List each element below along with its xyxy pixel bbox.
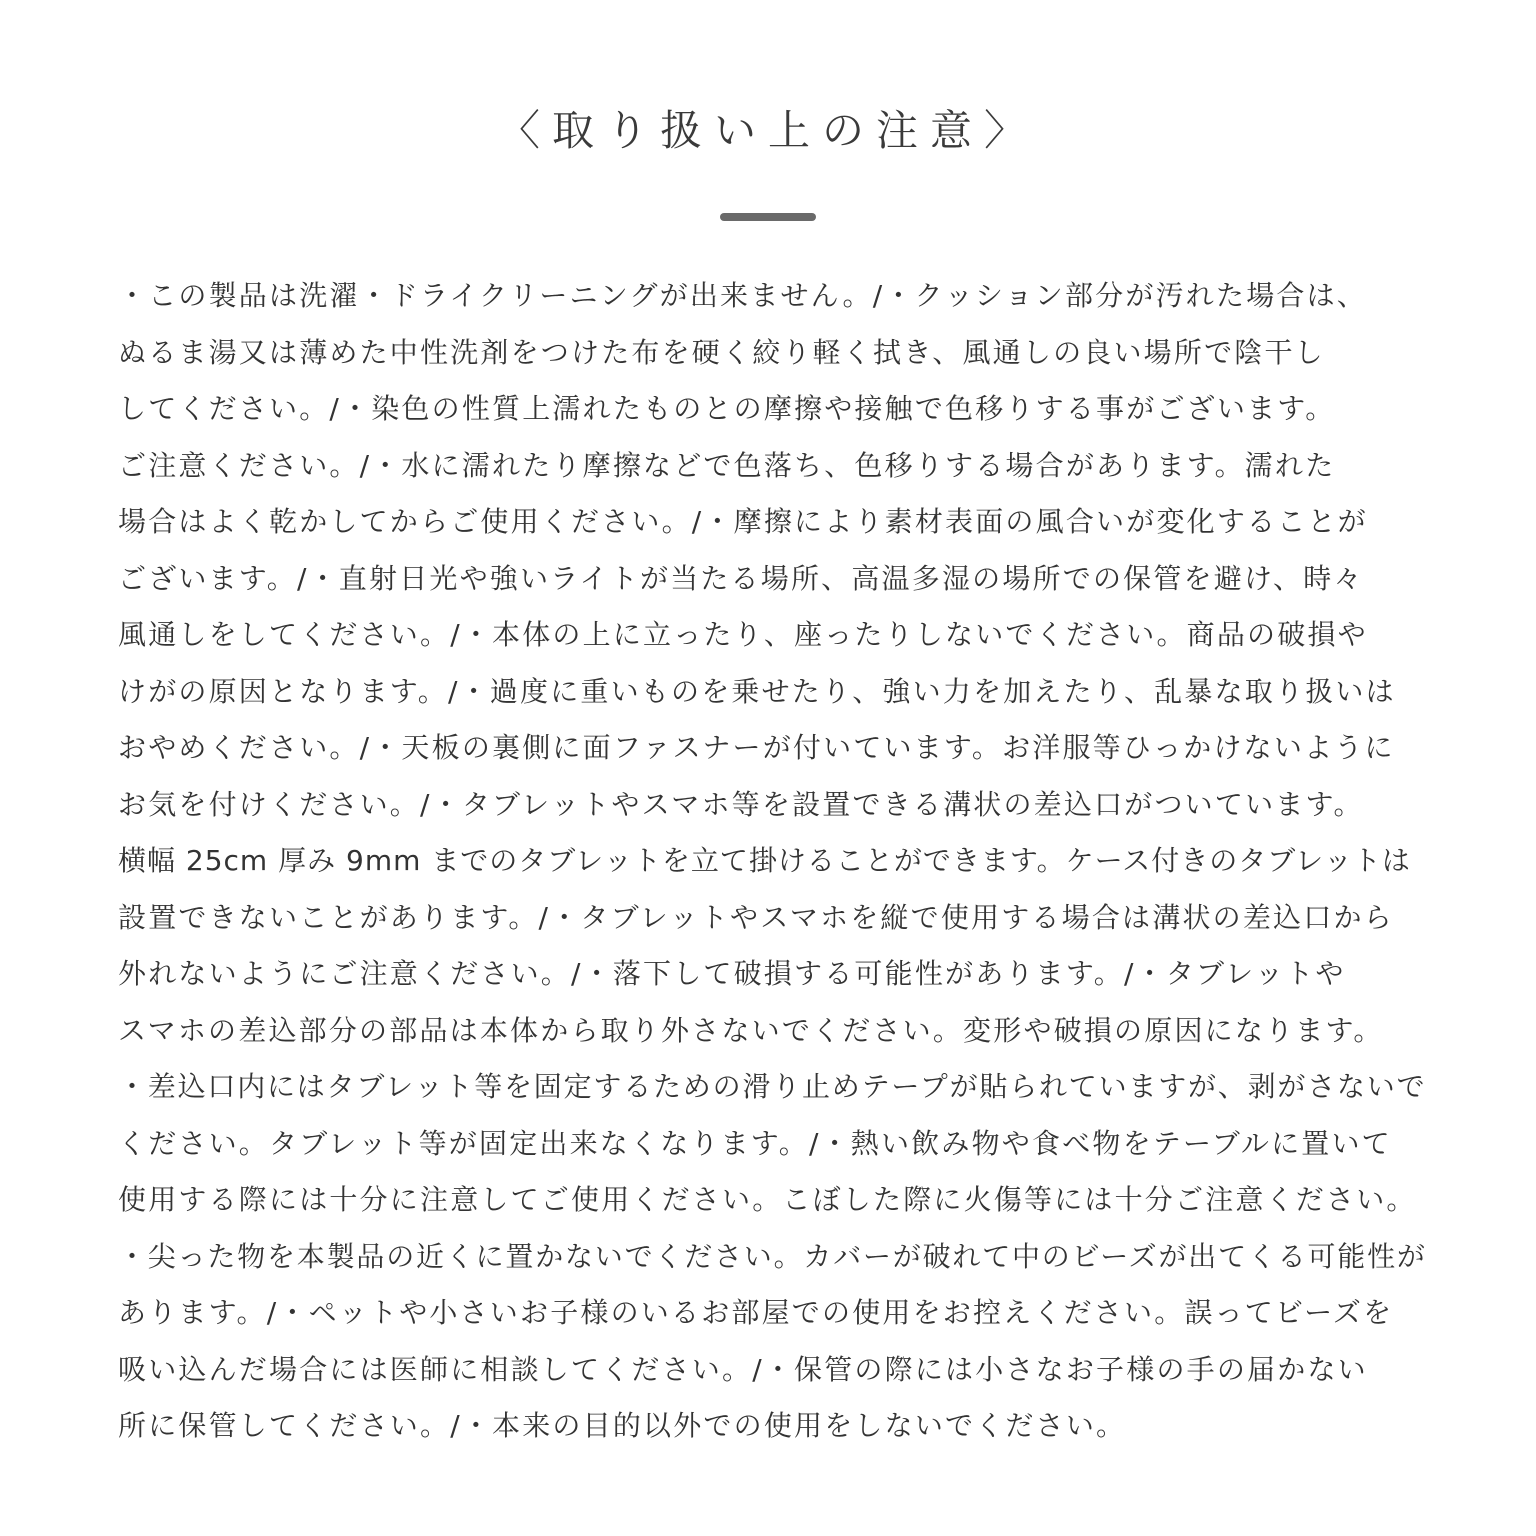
caution-line: ください。タブレット等が固定出来なくなります。/・熱い飲み物や食べ物をテーブルに置いて bbox=[118, 1126, 1392, 1160]
caution-line: スマホの差込部分の部品は本体から取り外さないでください。変形や破損の原因になります。 bbox=[118, 1013, 1384, 1047]
caution-line: ・この製品は洗濯・ドライクリーニングが出来ません。/・クッション部分が汚れた場合は、 bbox=[118, 279, 1367, 312]
caution-line: ご注意ください。/・水に濡れたり摩擦などで色落ち、色移りする場合があります。濡れた bbox=[118, 448, 1336, 482]
caution-line: ございます。/・直射日光や強いライトが当たる場所、高温多湿の場所での保管を避け、時々 bbox=[118, 561, 1364, 595]
caution-line: あります。/・ペットや小さいお子様のいるお部屋での使用をお控えください。誤ってビーズを bbox=[118, 1296, 1394, 1329]
caution-line: 風通しをしてください。/・本体の上に立ったり、座ったりしないでください。商品の破損や bbox=[118, 618, 1368, 651]
caution-line: 所に保管してください。/・本来の目的以外での使用をしないでください。 bbox=[118, 1409, 1127, 1442]
caution-line: 横幅 25cm 厚み 9mm までのタブレットを立て掛けることができます。ケース付きのタブレットは bbox=[118, 844, 1411, 877]
caution-text bbox=[118, 268, 1428, 1455]
caution-line: 場合はよく乾かしてからご使用ください。/・摩擦により素材表面の風合いが変化することが bbox=[118, 505, 1368, 538]
caution-line: 吸い込んだ場合には医師に相談してください。/・保管の際には小さなお子様の手の届かない bbox=[118, 1352, 1368, 1386]
caution-line: 使用する際には十分に注意してご使用ください。こぼした際に火傷等には十分ご注意ください。 bbox=[118, 1183, 1417, 1216]
caution-line: おやめください。/・天板の裏側に面ファスナーが付いています。お洋服等ひっかけないように bbox=[118, 731, 1395, 764]
title-divider bbox=[720, 213, 816, 221]
caution-line: ・差込口内にはタブレット等を固定するための滑り止めテープが貼られていますが、剥がさないで bbox=[118, 1070, 1427, 1103]
caution-line: 外れないようにご注意ください。/・落下して破損する可能性があります。/・タブレットや bbox=[118, 957, 1346, 990]
caution-line: ぬるま湯又は薄めた中性洗剤をつけた布を硬く絞り軽く拭き、風通しの良い場所で陰干し bbox=[118, 335, 1325, 369]
caution-line: 設置できないことがあります。/・タブレットやスマホを縦で使用する場合は溝状の差込口から bbox=[118, 900, 1394, 934]
caution-line: お気を付けください。/・タブレットやスマホ等を設置できる溝状の差込口がついています。 bbox=[118, 787, 1364, 821]
caution-line: ・尖った物を本製品の近くに置かないでください。カバーが破れて中のビーズが出てくる可能性が bbox=[118, 1239, 1427, 1273]
caution-line: してください。/・染色の性質上濡れたものとの摩擦や接触で色移りする事がございます。 bbox=[118, 392, 1336, 425]
page-title: 〈取り扱い上の注意〉 bbox=[497, 106, 1038, 155]
caution-line: けがの原因となります。/・過度に重いものを乗せたり、強い力を加えたり、乱暴な取り扱いは bbox=[118, 674, 1396, 708]
